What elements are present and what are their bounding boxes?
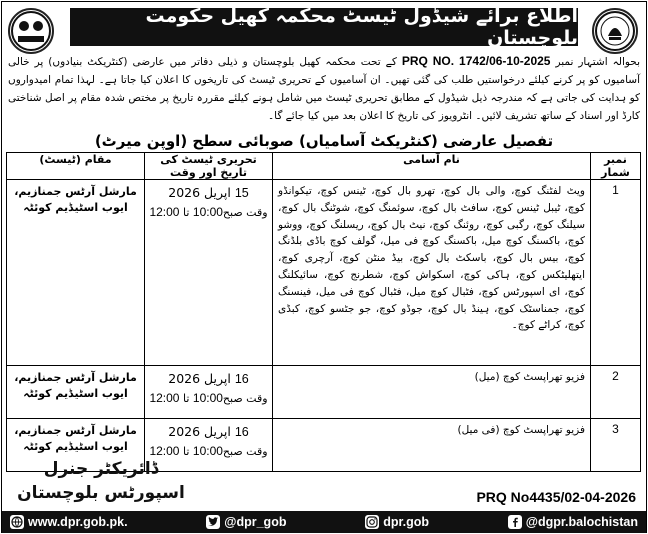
header-post-name: نام آسامی	[273, 153, 591, 180]
balochistan-government-logo-right	[592, 8, 638, 54]
venue-line-1: مارشل آرٹس جمنازیم،	[14, 424, 137, 437]
post-names: ویٹ لفٹنگ کوچ، والی بال کوچ، تھرو بال کوچ، ٹینس کوچ، تیکوانڈو کوچ، ٹیبل ٹینس کوچ، سافٹ بال کوچ، سوئمنگ کوچ، شوٹنگ بال کوچ، سیلنگ کوچ، رگبی کوچ، روئنگ کوچ، نیٹ بال کوچ، ریسلنگ کوچ، ووشو کوچ، باکسنگ کوچ میل، باکسنگ کوچ فی میل، گولف کوچ باڈی بلڈنگ کوچ، بیس بال کوچ، باسکٹ بال کوچ، بیڈ منٹن کوچ، آرچری کوچ، ایتھلیٹکس کوچ، ہاکی کوچ، اسکواش کوچ، شطرنج کوچ، سائیکلنگ کوچ، ای اسپورٹس کوچ، فٹبال کوچ میل، فٹبال کوچ فی میل، فینسنگ کوچ، جمناسٹک کوچ، ہینڈ بال کوچ، جوڈو کوچ، جو جٹسو کوچ، کبڈی کوچ، کراٹے کوچ۔	[273, 180, 591, 366]
venue-line-2: ایوب اسٹیڈیم کوئٹہ	[23, 440, 128, 453]
test-month-year: اپریل 2026	[168, 185, 231, 200]
signatory-line-1: ڈائریکٹر جنرل	[43, 459, 159, 479]
facebook-icon	[508, 515, 522, 529]
test-day: 15	[234, 186, 249, 200]
time-label: وقت صبح	[222, 445, 268, 458]
website-link[interactable]	[10, 515, 128, 529]
time-to-word: تا	[182, 445, 190, 458]
time-from: 10:00	[192, 391, 223, 405]
intro-text-before: بحوالہ اشتہار نمبر	[555, 56, 640, 68]
test-day: 16	[234, 372, 249, 386]
signatory-line-2: اسپورٹس بلوچستان	[17, 483, 185, 503]
government-seal-icon	[594, 10, 636, 52]
time-from: 10:00	[192, 205, 223, 219]
venue-line-2: ایوب اسٹیڈیم کوئٹہ	[23, 387, 128, 400]
sports-department-logo-left	[8, 8, 54, 54]
intro-text-after: کے تحت محکمہ کھیل بلوچستان و ذیلی دفاتر میں عارضی (کنٹریکٹ بنیادوں) پر خالی آسامیوں کو پر کرنے کیلئے درخواستیں طلب کی گئی تھیں۔ ان آسامیوں کے تحریری ٹیسٹ کی تاریخوں کا اعلان کیا جاتا ہے۔ لہذا تمام امیدواروں کو ہدایت کی جاتی ہے کہ مندرجہ ذیل شیڈول کے مطابق تحریری ٹیسٹ میں شامل ہونے کیلئے مقررہ تاریخ پر مختص شدہ مقام پر اصل شناختی کارڈ اور اسناد کے ساتھ تشریف لائیں۔ انٹرویوز کی تاریخ کا اعلان بعد میں کیا جائے گا۔	[8, 56, 640, 122]
posts-subheading: تفصیل عارضی (کنٹریکٹ آسامیاں) صوبائی سطح (اوپن میرٹ)	[94, 132, 554, 150]
time-to-word: تا	[182, 206, 190, 219]
prq-number-bottom: PRQ No4435/02-04-2026	[476, 489, 636, 505]
time-label: وقت صبح	[222, 206, 268, 219]
test-date-time	[145, 180, 273, 366]
emblem-icon	[10, 10, 52, 52]
globe-icon	[10, 515, 24, 529]
header-test-date-time: تحریری ٹیسٹ کی تاریخ اور وقت	[145, 153, 273, 180]
instagram-icon	[365, 515, 379, 529]
intro-prq-number: PRQ NO. 1742/06-10-2025	[401, 54, 551, 68]
time-to: 12:00	[149, 205, 180, 219]
time-to: 12:00	[149, 444, 180, 458]
time-label: وقت صبح	[222, 392, 268, 405]
test-month-year: اپریل 2026	[168, 424, 231, 439]
serial-number: 3	[591, 419, 641, 472]
test-schedule-table	[6, 152, 641, 472]
time-from: 10:00	[192, 444, 223, 458]
facebook-handle: @dgpr.balochistan	[525, 515, 638, 529]
twitter-link[interactable]	[206, 515, 286, 529]
test-date-time	[145, 366, 273, 419]
serial-number: 2	[591, 366, 641, 419]
venue-line-1: مارشل آرٹس جمنازیم،	[14, 185, 137, 198]
test-venue	[7, 366, 145, 419]
twitter-icon	[206, 515, 220, 529]
facebook-link[interactable]	[508, 515, 638, 529]
page-title: اطلاع برائے شیڈول ٹیسٹ محکمہ کھیل حکومت بلوچستان	[145, 5, 578, 49]
test-month-year: اپریل 2026	[168, 371, 231, 386]
header-test-venue: مقام (ٹیسٹ)	[7, 153, 145, 180]
test-venue	[7, 180, 145, 366]
table-row	[7, 180, 641, 366]
time-to: 12:00	[149, 391, 180, 405]
header-title-bar	[70, 5, 578, 49]
table-row	[7, 366, 641, 419]
post-names: فزیو تھراپسٹ کوچ (میل)	[273, 366, 591, 419]
website-url: www.dpr.gob.pk.	[28, 515, 128, 529]
contact-footer	[2, 511, 646, 533]
table-header-row	[7, 153, 641, 180]
instagram-handle: dpr.gob	[383, 515, 430, 529]
header-serial-number: نمبر شمار	[591, 153, 641, 180]
twitter-handle: @dpr_gob	[224, 515, 287, 529]
venue-line-2: ایوب اسٹیڈیم کوئٹہ	[23, 201, 128, 214]
venue-line-1: مارشل آرٹس جمنازیم،	[14, 371, 137, 384]
signatory-block	[6, 457, 196, 505]
post-names: فزیو تھراپسٹ کوچ (فی میل)	[273, 419, 591, 472]
test-day: 16	[234, 425, 249, 439]
time-to-word: تا	[182, 392, 190, 405]
intro-paragraph	[8, 52, 640, 125]
serial-number: 1	[591, 180, 641, 366]
instagram-link[interactable]	[365, 515, 429, 529]
